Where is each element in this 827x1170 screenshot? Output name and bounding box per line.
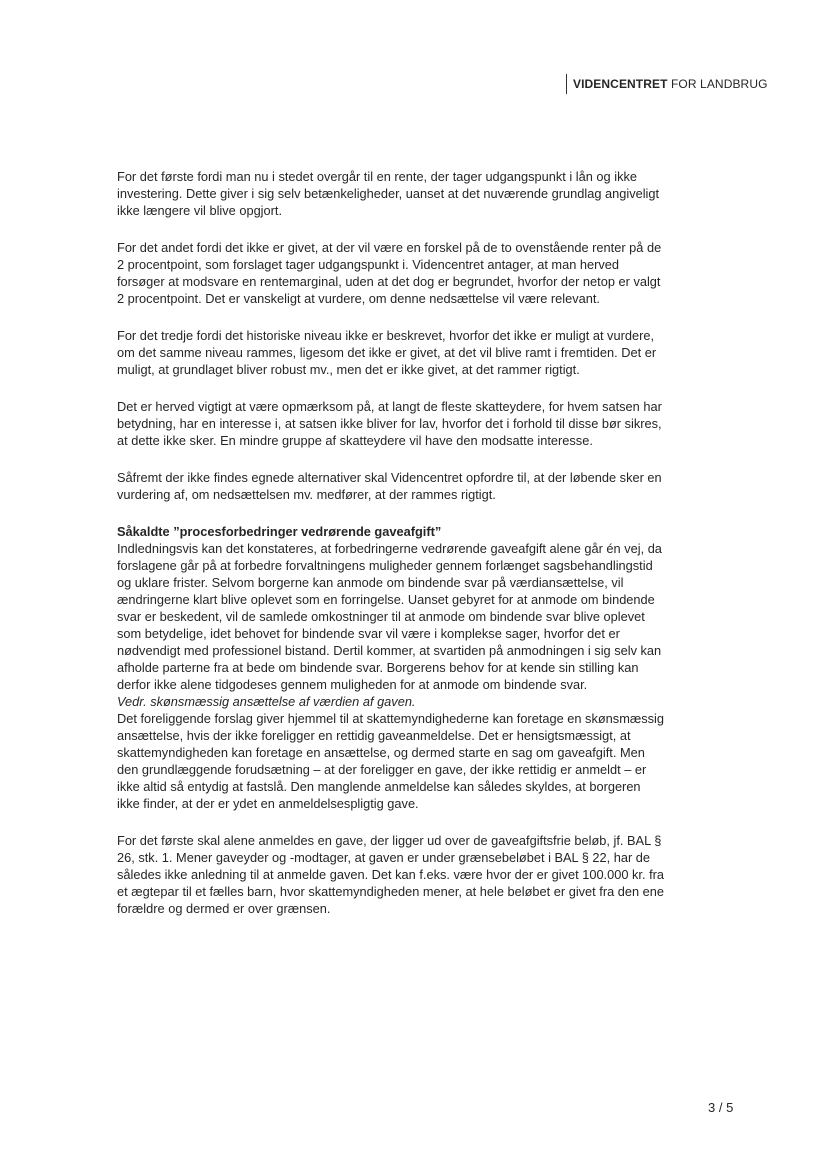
subheading-skonsmaessig: Vedr. skønsmæssig ansættelse af værdien af gaven.	[117, 694, 416, 709]
section-heading-gaveafgift: Såkaldte ”procesforbedringer vedrørende gaveafgift”	[117, 524, 442, 539]
brand-name-rest: FOR LANDBRUG	[667, 77, 768, 91]
paragraph-8: For det første skal alene anmeldes en gave, der ligger ud over de gaveafgiftsfrie beløb, jf. BAL § 26, stk. 1. Mener gaveyder og -modtager, at gaven er under grænsebeløbet i BAL § 22, har de således ikke anledning til at anmelde gaven. Det kan f.eks. være hvor der er givet 100.000 kr. fra et ægtepar til et fælles barn, hvor skattemyndigheden mener, at hele beløbet er givet fra den ene forældre og dermed er over grænsen.	[117, 833, 665, 916]
paragraph-1: For det første fordi man nu i stedet overgår til en rente, der tager udgangspunkt i lån og ikke investering. Dette giver i sig selv betænkeligheder, uanset at det nuværende grundlag angiveligt ikke længere vil blive opgjort.	[117, 169, 660, 218]
page-number: 3 / 5	[708, 1100, 734, 1115]
paragraph-6: Indledningsvis kan det konstateres, at forbedringerne vedrørende gaveafgift alene går én vej, da forslagene går på at forbedre forvaltningens muligheder gennem forlænget sagsbehandlingstid og uklare frister. Selvom borgerne kan anmode om bindende svar på værdiansættelse, vil ændringerne klart blive oplevet som en forringelse. Uanset gebyret for at anmode om bindende svar er beskedent, vil de samlede omkostninger til at anmode om bindende svar blive oplevet som betydelige, idet behovet for bindende svar vil være i komplekse sager, hvorfor det er nødvendigt med professionel bistand. Dertil kommer, at svartiden på anmodningen i sig selv kan afholde parterne fra at bede om bindende svar. Borgerens behov for at kende sin stilling kan derfor ikke alene tidgodeses gennem muligheden for at anmode om bindende svar.	[117, 541, 662, 692]
paragraph-7: Det foreliggende forslag giver hjemmel til at skattemyndighederne kan foretage en skønsmæssig ansættelse, hvis der ikke foreligger en rettidig gaveanmeldelse. Det er hensigtsmæssigt, at skattemyndigheden kan foretage en ansættelse, og dermed starte en sag om gaveafgift. Men den grundlæggende forudsætning – at der foreligger en gave, der ikke rettidig er anmeldt – er ikke altid så entydig at fastslå. Den manglende anmeldelse kan således skyldes, at borgeren ikke finder, at der er ydet en anmeldelsespligtig gave.	[117, 711, 664, 811]
paragraph-2: For det andet fordi det ikke er givet, at der vil være en forskel på de to ovenstående renter på de 2 procentpoint, som forslaget tager udgangspunkt i. Videncentret antager, at man herved forsøger at modsvare en rentemarginal, uden at det dog er begrundet, hvorfor der netop er valgt 2 procentpoint. Det er vanskeligt at vurdere, om denne nedsættelse vil være relevant.	[117, 240, 662, 306]
paragraph-3: For det tredje fordi det historiske niveau ikke er beskrevet, hvorfor det ikke er muligt at vurdere, om det samme niveau rammes, ligesom det ikke er givet, at det vil blive ramt i fremtiden. Det er muligt, at grundlaget bliver robust mv., men det er ikke givet, at det rammer rigtigt.	[117, 328, 657, 377]
document-header-brand	[566, 74, 768, 94]
paragraph-4: Det er herved vigtigt at være opmærksom på, at langt de fleste skatteydere, for hvem satsen har betydning, har en interesse i, at satsen ikke bliver for lav, hvorfor det i forhold til disse bør sikres, at dette ikke sker. En mindre gruppe af skatteydere vil have den modsatte interesse.	[117, 399, 662, 448]
brand-name-bold: VIDENCENTRET	[573, 77, 668, 91]
document-body	[117, 168, 665, 917]
paragraph-5: Såfremt der ikke findes egnede alternativer skal Videncentret opfordre til, at der løbende sker en vurdering af, om nedsættelsen mv. medfører, at der rammes rigtigt.	[117, 470, 662, 502]
